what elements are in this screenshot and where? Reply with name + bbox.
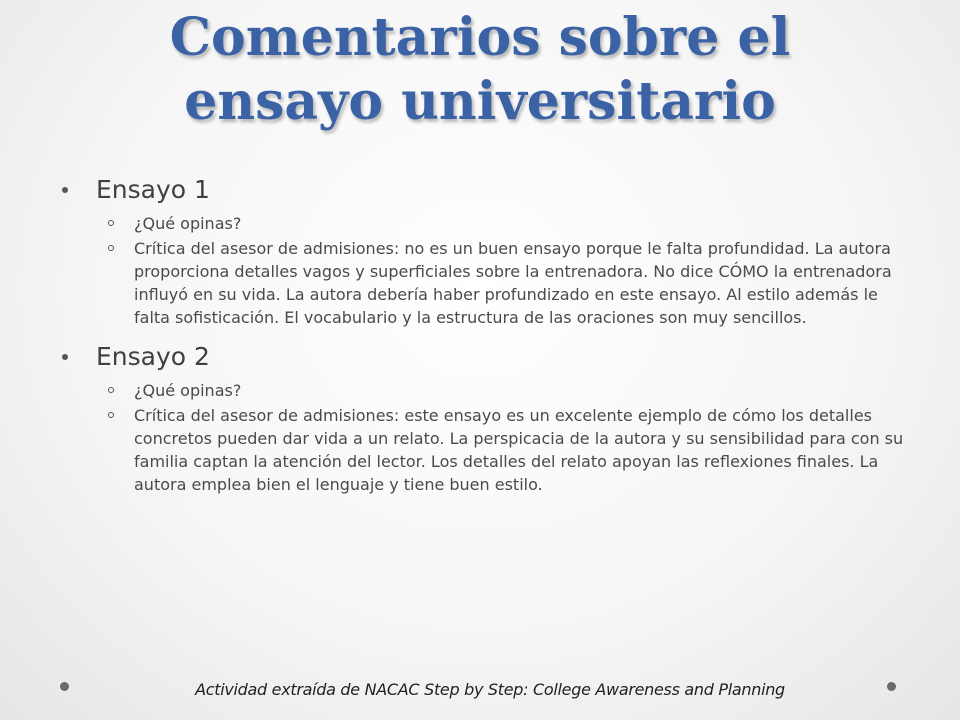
list-item-text: Crítica del asesor de admisiones: no es un buen ensayo porque le falta profundidad. La autora proporciona detalles vagos y superficiales sobre la entrenadora. No dice CÓMO la entrenadora influyó en su vida. La autora debería haber profundizado en este ensayo. Al estilo además le falta sofisticación. El vocabulario y la estructura de las oraciones son muy sencillos.: [134, 239, 892, 327]
section-heading-text: Ensayo 2: [96, 342, 210, 371]
circle-bullet-icon: [108, 245, 114, 251]
list-item-text: ¿Qué opinas?: [134, 214, 242, 233]
circle-bullet-icon: [108, 220, 114, 226]
list-item-question: [62, 379, 912, 402]
bullet-icon: [62, 187, 68, 193]
list-item-text: ¿Qué opinas?: [134, 381, 242, 400]
section-items-ensayo-2: [62, 379, 912, 496]
footer-dot-icon: [887, 682, 896, 691]
section-heading-text: Ensayo 1: [96, 175, 210, 204]
circle-bullet-icon: [108, 387, 114, 393]
footer-source-note: Actividad extraída de NACAC Step by Step: College Awareness and Planning: [195, 680, 785, 699]
circle-bullet-icon: [108, 412, 114, 418]
slide-content: [62, 174, 912, 508]
section-heading-ensayo-1: [62, 174, 912, 206]
section-items-ensayo-1: [62, 212, 912, 329]
list-item-critique: [62, 237, 912, 329]
slide-title: [40, 6, 920, 134]
bullet-icon: [62, 354, 68, 360]
slide-title-line-2: ensayo universitario: [184, 71, 776, 132]
footer-dot-icon: [60, 682, 69, 691]
list-item-question: [62, 212, 912, 235]
list-item-critique: [62, 404, 912, 496]
list-item-text: Crítica del asesor de admisiones: este ensayo es un excelente ejemplo de cómo los detalles concretos pueden dar vida a un relato. La perspicacia de la autora y su sensibilidad para con su familia captan la atención del lector. Los detalles del relato apoyan las reflexiones finales. La autora emplea bien el lenguaje y tiene buen estilo.: [134, 406, 904, 494]
slide-title-line-1: Comentarios sobre el: [169, 7, 791, 68]
section-heading-ensayo-2: [62, 341, 912, 373]
